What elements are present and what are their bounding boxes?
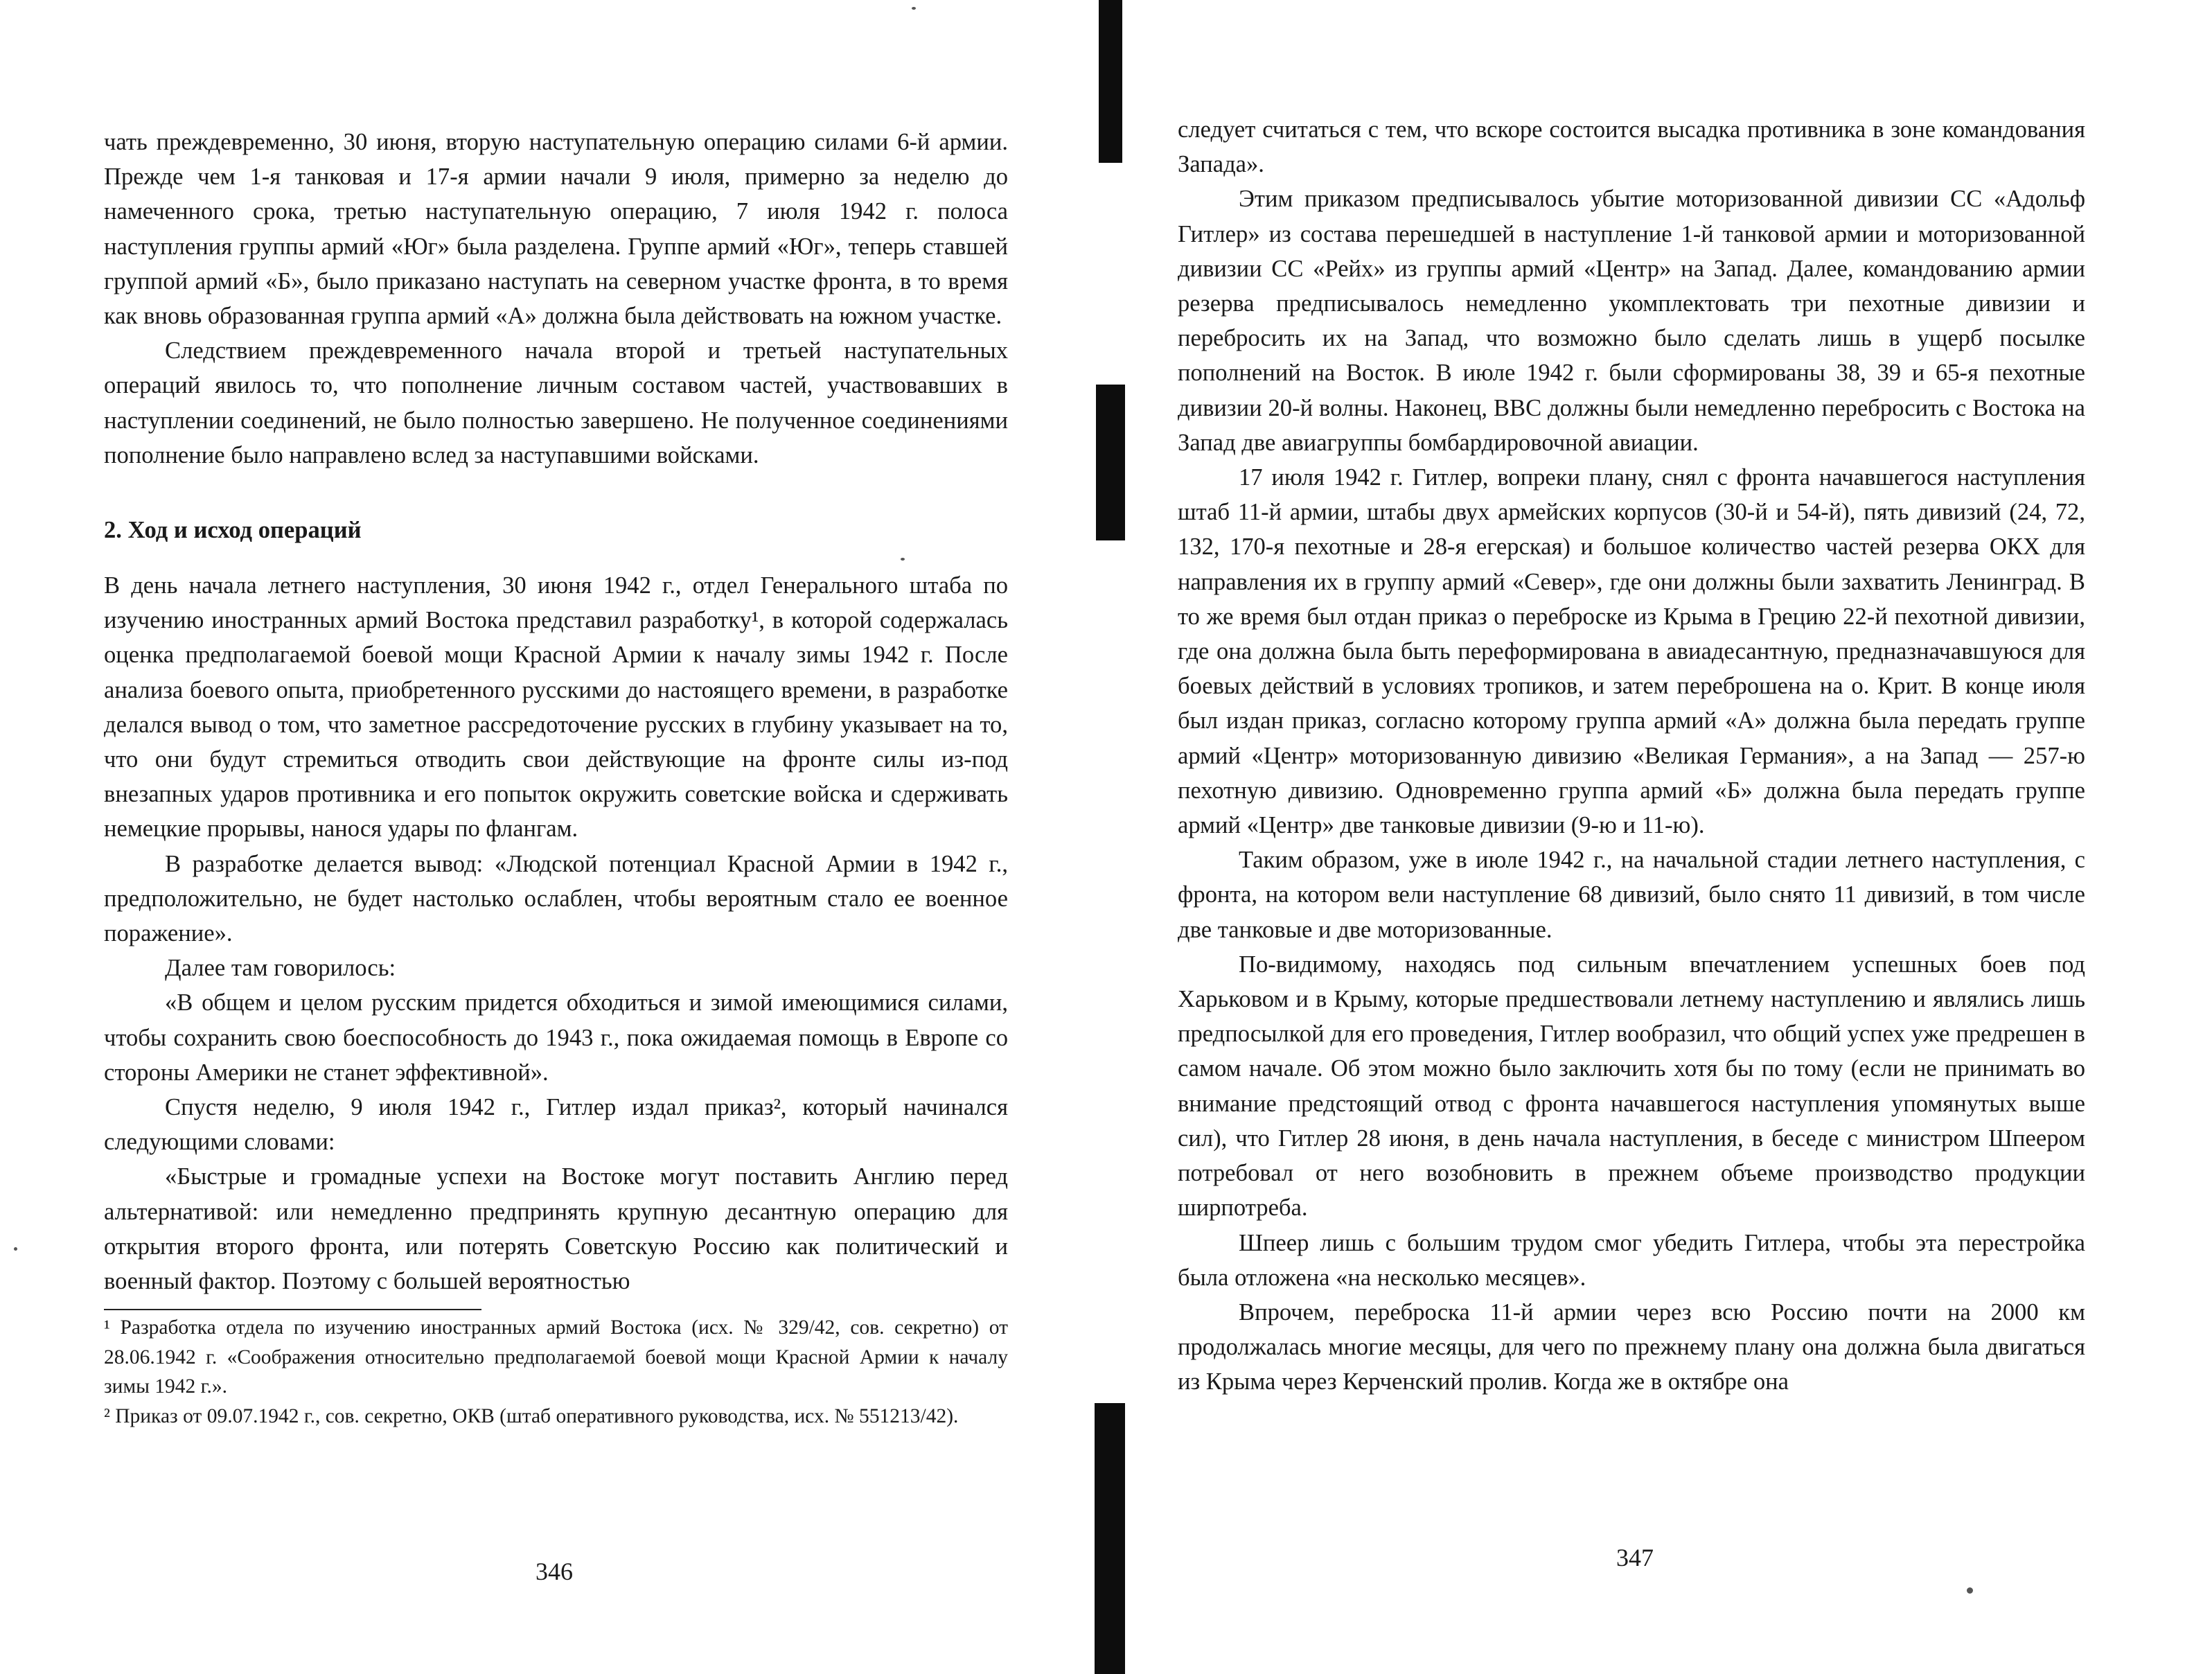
right-page-body <box>1178 112 2085 1400</box>
scan-speck <box>14 1247 17 1251</box>
paragraph: Спустя неделю, 9 июля 1942 г., Гитлер издал приказ², который начинался следующими словами: <box>104 1094 1008 1156</box>
paragraph: Далее там говорилось: <box>165 955 396 982</box>
paragraph: В разработке делается вывод: «Людской потенциал Красной Армии в 1942 г., предположительно, не будет настолько ослаблен, чтобы вероятным стало ее военное поражение». <box>104 850 1008 947</box>
paragraph: Этим приказом предписывалось убытие моторизованной дивизии СС «Адольф Гитлер» из состава перешедшей в наступление 1-й танковой армии и моторизованной дивизии СС «Рейх» из группы армий «Центр» на Запад. Далее, командованию армии резерва предписывалось немедленно укомплектовать три пехотные дивизии и перебросить их на Запад, что возможно было сделать лишь в ущерб посылке пополнений на Восток. В июле 1942 г. были сформированы 38, 39 и 65-я пехотные дивизии 20-й волны. Наконец, ВВС должны были немедленно перебросить с Востока на Запад две авиагруппы бомбардировочной авиации. <box>1178 186 2085 456</box>
paragraph: Шпеер лишь с большим трудом смог убедить Гитлера, чтобы эта перестройка была отложена «на несколько месяцев». <box>1178 1229 2085 1291</box>
right-page <box>1178 0 2085 1674</box>
paragraph: следует считаться с тем, что вскоре состоится высадка противника в зоне командования Запада». <box>1178 116 2085 178</box>
paragraph: чать преждевременно, 30 июня, вторую наступательную операцию силами 6-й армии. Прежде чем 1-я танковая и 17-я армии начали 9 июля, примерно за неделю до намеченного срока, третью наступательную операцию, 7 июля 1942 г. полоса наступления группы армий «Юг» была разделена. Группе армий «Юг», теперь ставшей группой армий «Б», было приказано наступать на северном участке фронта, в то время как вновь образованная группа армий «А» должна была действовать на южном участке. <box>104 129 1008 330</box>
section-heading: 2. Ход и исход операций <box>104 517 362 544</box>
paragraph: Таким образом, уже в июле 1942 г., на начальной стадии летнего наступления, с фронта, на котором вели наступление 68 дивизий, было снято 11 дивизий, в том числе две танковые и две моторизованные. <box>1178 847 2085 943</box>
page-number: 346 <box>536 1558 573 1585</box>
footnote: ¹ Разработка отдела по изучению иностранных армий Востока (исх. № 329/42, сов. секретно) от 28.06.1942 г. «Соображения относительно предполагаемой боевой мощи Красной Армии к началу зимы 1942 г.». <box>104 1316 1008 1398</box>
left-page-body <box>104 125 1008 1431</box>
paragraph: Впрочем, переброска 11-й армии через всю Россию почти на 2000 км продолжалась многие месяцы, для чего по прежнему плану она должна была двигаться из Крыма через Керченский пролив. Когда же в октябре она <box>1178 1298 2085 1395</box>
left-page <box>104 0 1008 1674</box>
binding-shadow-bottom <box>1095 1403 1125 1674</box>
paragraph: В день начала летнего наступления, 30 июня 1942 г., отдел Генерального штаба по изучению иностранных армий Востока представил разработку¹, в которой содержалась оценка предполагаемой боевой мощи Красной Армии к началу зимы 1942 г. После анализа боевого опыта, приобретенного русскими до настоящего времени, в разработке делался вывод о том, что заметное рассредоточение русских в глубину указывает на то, что они будут стремиться отводить свои действующие на фронте силы из-под внезапных ударов противника и его попыток окружить советские войска и сдерживать немецкие прорывы, нанося удары по флангам. <box>104 572 1008 843</box>
paragraph: По-видимому, находясь под сильным впечатлением успешных боев под Харьковом и в Крыму, которые предшествовали летнему наступлению и являлись лишь предпосылкой для его проведения, Гитлер вообразил, что общий успех уже предрешен в самом начале. Об этом можно было заключить хотя бы по тому (если не принимать во внимание предстоящий отвод с фронта начавшегося наступления упомянутых выше сил), что Гитлер 28 июня, в день начала наступления, в беседе с министром Шпеером потребовал от него возобновить в прежнем объеме производство продукции ширпотреба. <box>1178 951 2085 1222</box>
binding-shadow-middle <box>1096 385 1125 540</box>
paragraph: 17 июля 1942 г. Гитлер, вопреки плану, снял с фронта начавшегося наступления штаб 11-й армии, штабы двух армейских корпусов (30-й и 54-й), пять дивизий (24, 72, 132, 170-я пехотные и 28-я егерская) и большое количество частей резерва ОКХ для направления их в группу армий «Север», где они должны были захватить Ленинград. В то же время был отдан приказ о переброске из Крыма в Грецию 22-й пехотной дивизии, где она должна была быть переформирована в авиадесантную, предназначавшуюся для боевых действий в условиях тропиков, и затем переброшена на о. Крит. В конце июля был издан приказ, согласно которому группа армий «А» должна была передать группе армий «Центр» моторизованную дивизию «Великая Германия», а на Запад — 257-ю пехотную дивизию. Одновременно группа армий «Б» должна была передать группе армий «Центр» две танковые дивизии (9-ю и 11-ю). <box>1178 464 2085 839</box>
paragraph: Следствием преждевременного начала второй и третьей наступательных операций явилось то, что пополнение личным составом частей, участвовавших в наступлении соединений, не было полностью завершено. Не полученное соединениями пополнение было направлено вслед за наступавшими войсками. <box>104 337 1008 468</box>
page-number: 347 <box>1616 1544 1654 1571</box>
footnote-separator <box>104 1309 481 1310</box>
binding-shadow-top <box>1099 0 1122 163</box>
footnotes <box>104 1313 1008 1431</box>
footnote: ² Приказ от 09.07.1942 г., сов. секретно, ОКВ (штаб оперативного руководства, исх. № 551213/42). <box>104 1404 959 1427</box>
quote-paragraph: «В общем и целом русским придется обходиться и зимой имеющимися силами, чтобы сохранить свою боеспособность до 1943 г., пока ожидаемая помощь в Европе со стороны Америки не станет эффективной». <box>104 989 1008 1086</box>
quote-paragraph: «Быстрые и громадные успехи на Востоке могут поставить Англию перед альтернативой: или немедленно предпринять крупную десантную операцию для открытия второго фронта, или потерять Советскую Россию как политический и военный фактор. Поэтому с большей вероятностью <box>104 1163 1008 1295</box>
